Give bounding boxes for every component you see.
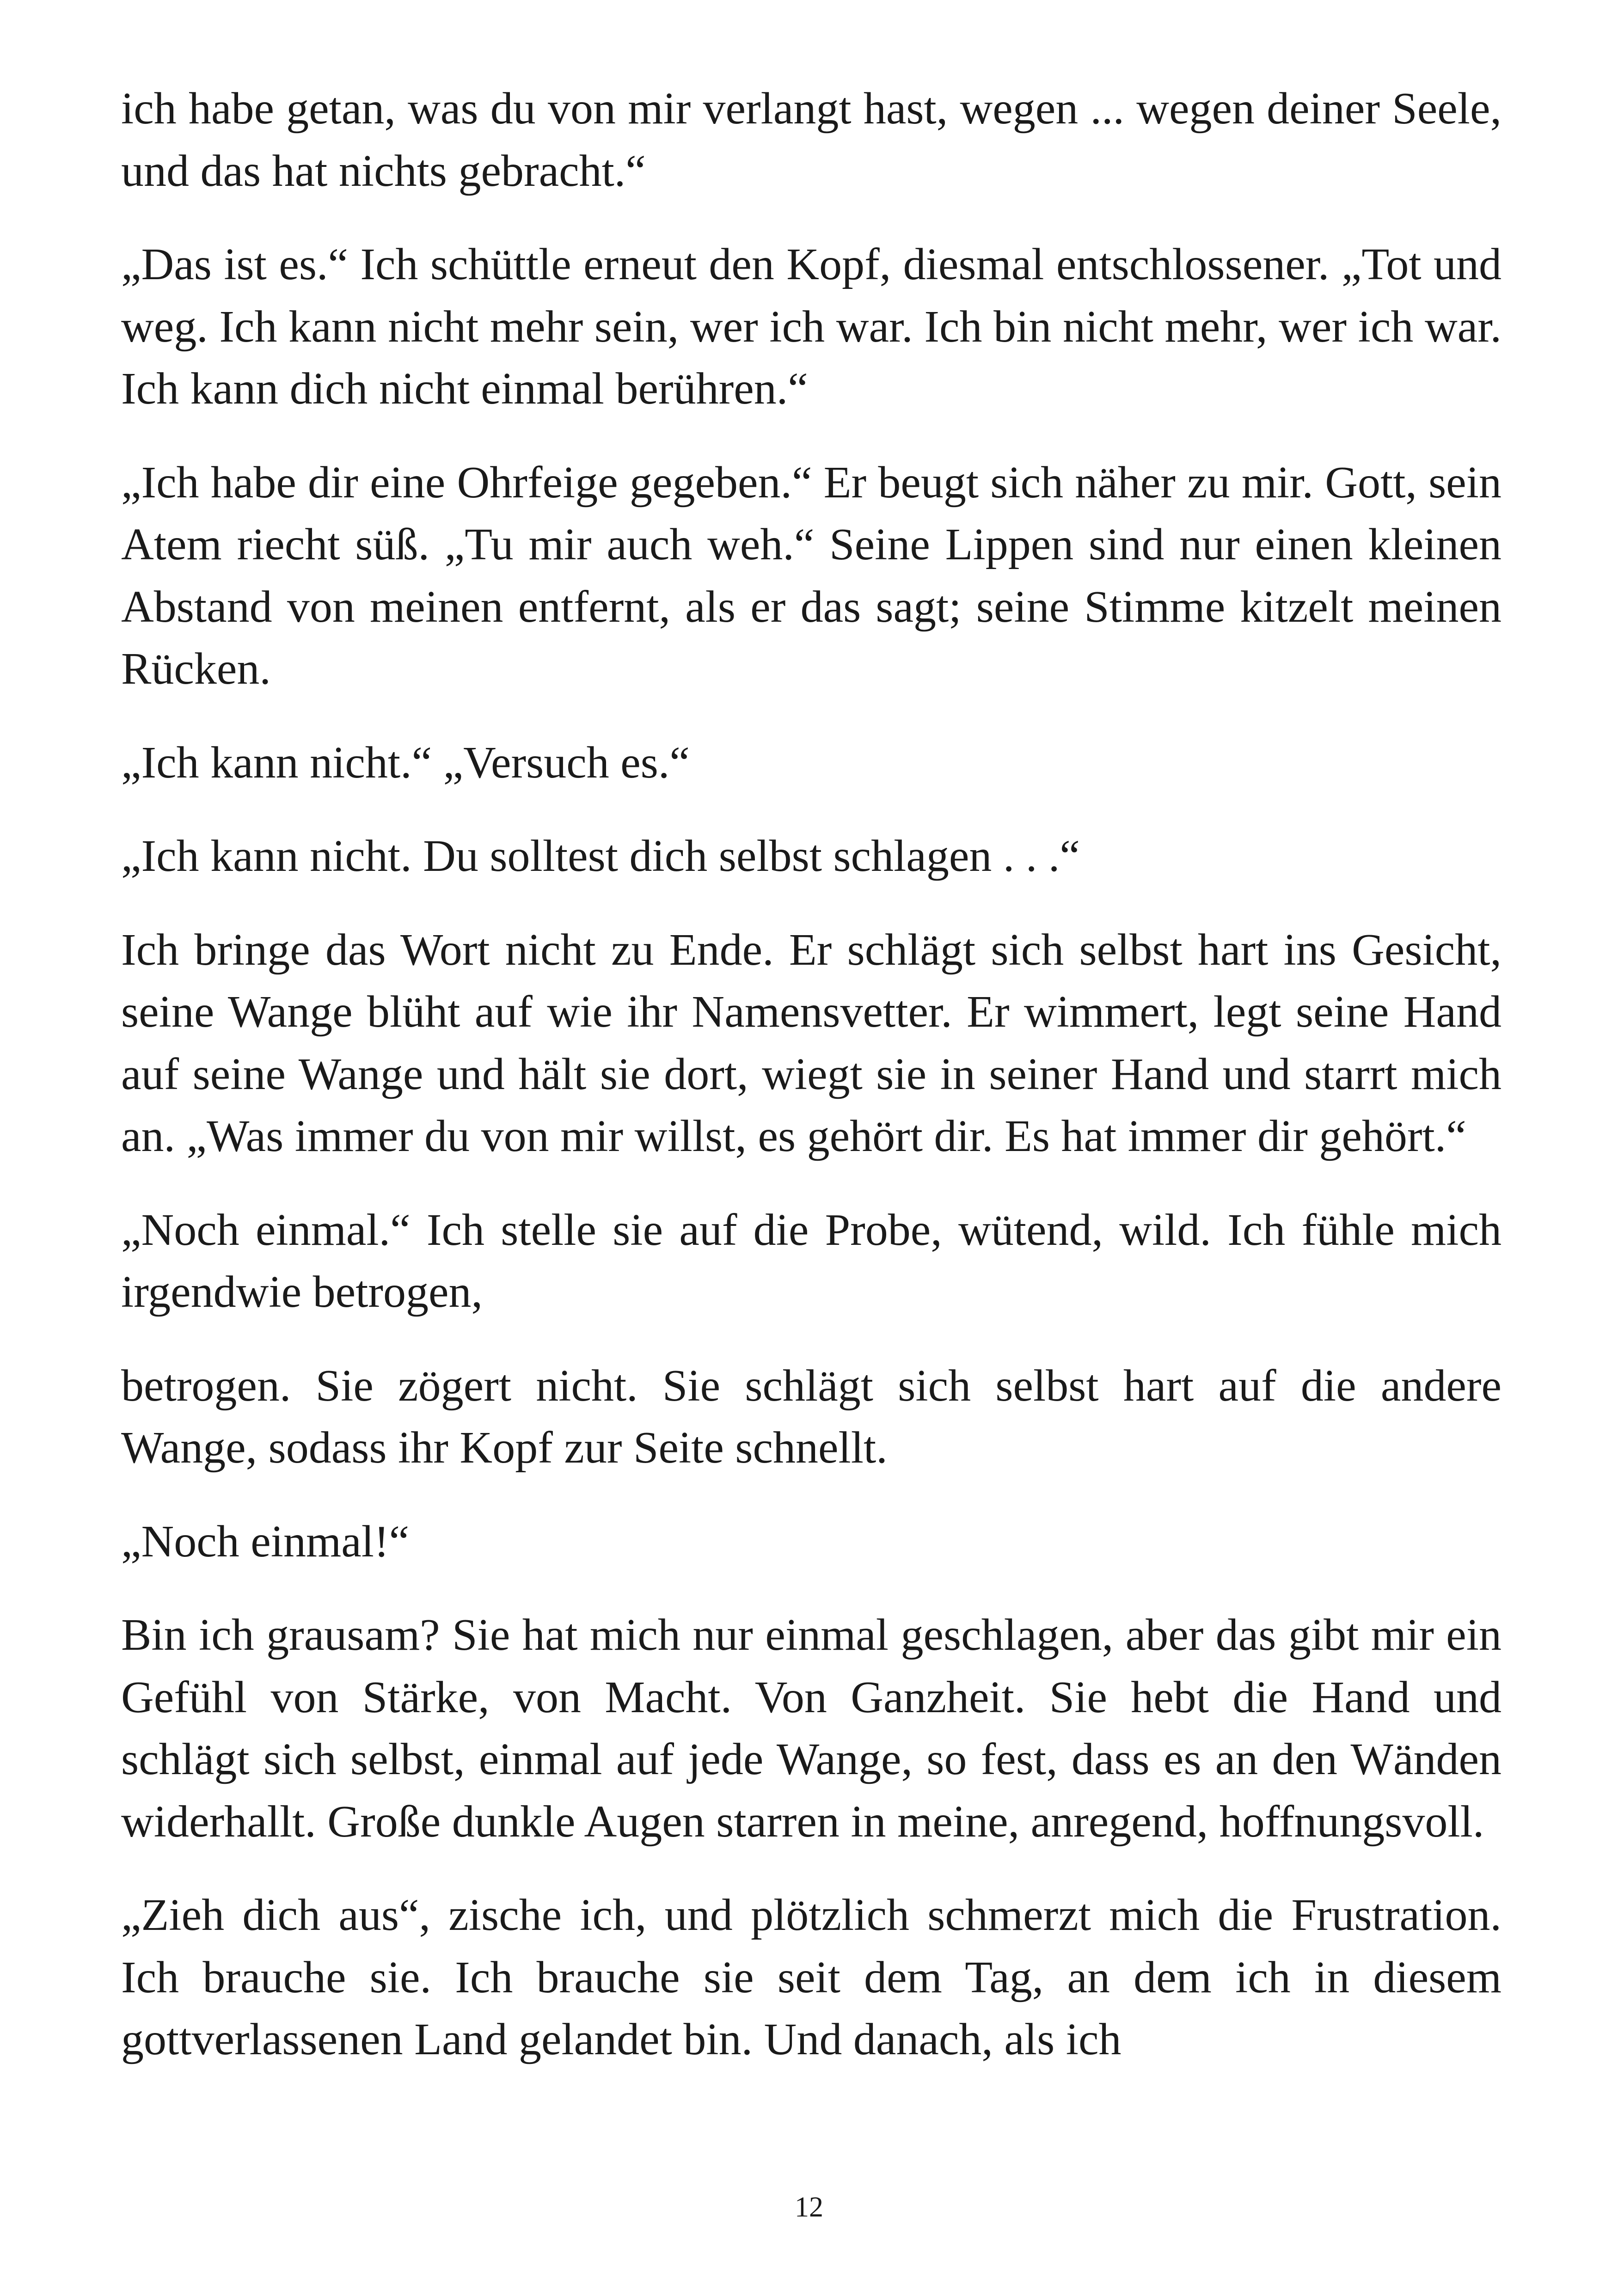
paragraph-8: betrogen. Sie zögert nicht. Sie schlägt sich selbst hart auf die andere Wange, sodass ihr Kopf zur Seite schnellt. [121,1360,1502,1473]
paragraph-5: „Ich kann nicht. Du solltest dich selbst schlagen . . .“ [121,831,1080,881]
paragraph-9: „Noch einmal!“ [121,1516,410,1567]
body-text [121,78,1502,2102]
paragraph-6: Ich bringe das Wort nicht zu Ende. Er schlägt sich selbst hart ins Gesicht, seine Wange blüht auf wie ihr Namensvetter. Er wimmert, legt seine Hand auf seine Wange und hält sie dort, wiegt sie in seiner Hand und starrt mich an. „Was immer du von mir willst, es gehört dir. Es hat immer dir gehört.“ [121,925,1502,1161]
paragraph-3: „Ich habe dir eine Ohrfeige gegeben.“ Er beugt sich näher zu mir. Gott, sein Atem riecht süß. „Tu mir auch weh.“ Seine Lippen sind nur einen kleinen Abstand von meinen entfernt, als er das sagt; seine Stimme kitzelt meinen Rücken. [121,457,1502,694]
paragraph-4: „Ich kann nicht.“ „Versuch es.“ [121,737,690,788]
paragraph-1: ich habe getan, was du von mir verlangt hast, wegen ... wegen deiner Seele, und das hat nichts gebracht.“ [121,84,1502,196]
paragraph-11: „Zieh dich aus“, zische ich, und plötzlich schmerzt mich die Frustration. Ich brauche sie. Ich brauche sie seit dem Tag, an dem ich in diesem gottverlassenen Land gelandet bin. Und danach, als ich [121,1890,1502,2064]
page-number: 12 [795,2192,823,2223]
paragraph-10: Bin ich grausam? Sie hat mich nur einmal geschlagen, aber das gibt mir ein Gefühl von Stärke, von Macht. Von Ganzheit. Sie hebt die Hand und schlägt sich selbst, einmal auf jede Wange, so fest, dass es an den Wänden widerhallt. Große dunkle Augen starren in meine, anregend, hoffnungsvoll. [121,1610,1502,1847]
paragraph-7: „Noch einmal.“ Ich stelle sie auf die Probe, wütend, wild. Ich fühle mich irgendwie betrogen, [121,1205,1502,1317]
paragraph-2: „Das ist es.“ Ich schüttle erneut den Kopf, diesmal entschlossener. „Tot und weg. Ich kann nicht mehr sein, wer ich war. Ich bin nicht mehr, wer ich war. Ich kann dich nicht einmal berühren.“ [121,239,1502,414]
